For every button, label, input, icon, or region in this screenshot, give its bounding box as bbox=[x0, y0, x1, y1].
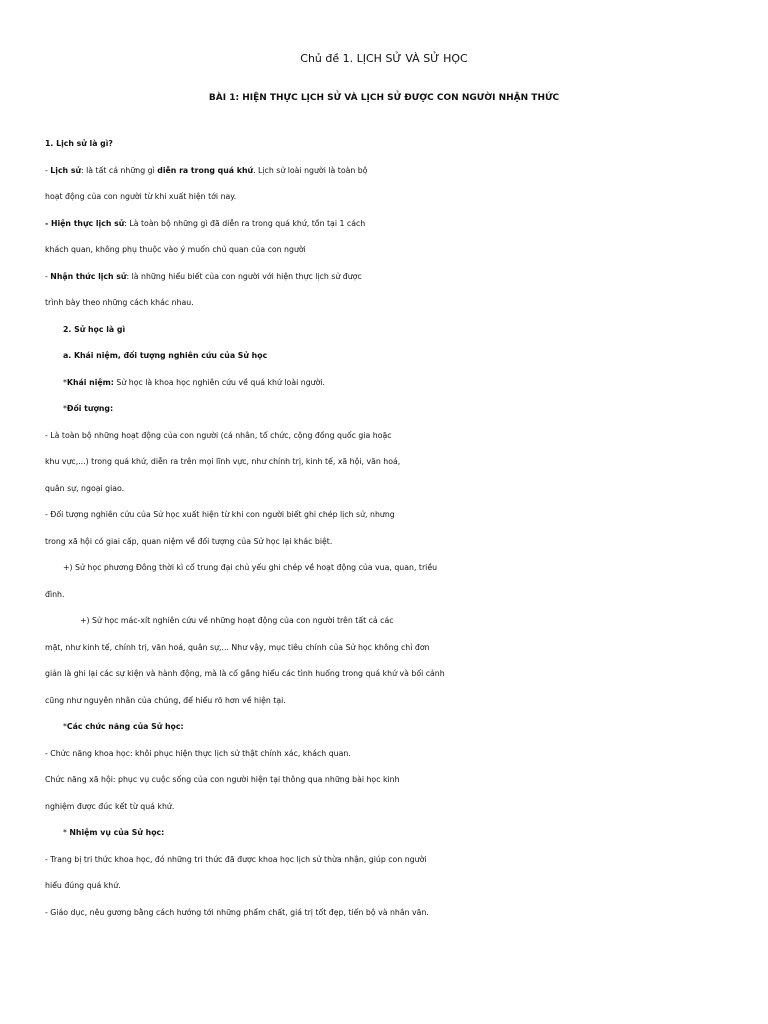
heading-what-is-history: 1. Lịch sử là gì? bbox=[45, 139, 113, 148]
topic-title: Chủ đề 1. LỊCH SỬ VÀ SỬ HỌC bbox=[300, 52, 468, 65]
paragraph-line: - Trang bị tri thức khoa học, đó những tri thức đã được khoa học lịch sử thừa nhận, giúp con người bbox=[45, 854, 427, 864]
paragraph-line: quân sự, ngoại giao. bbox=[45, 483, 125, 493]
paragraph-line: hiểu đúng quá khứ. bbox=[45, 881, 121, 890]
paragraph-line: - Giáo dục, nêu gương bằng cách hướng tới những phẩm chất, giá trị tốt đẹp, tiến bộ và nhân văn. bbox=[45, 907, 429, 917]
paragraph-line: đình. bbox=[45, 589, 65, 599]
heading-what-is-historiography: 2. Sử học là gì bbox=[63, 324, 126, 334]
subheading-functions: *Các chức năng của Sử học: bbox=[63, 722, 184, 731]
heading-concept-subject: a. Khái niệm, đối tượng nghiên cứu của Sử học bbox=[63, 351, 268, 360]
paragraph-line: +) Sử học mác-xít nghiên cứu về những hoạt động của con người trên tất cả các bbox=[80, 616, 394, 625]
paragraph-line: nghiệm được đúc kết từ quá khứ. bbox=[45, 801, 175, 811]
paragraph-line: *Khái niệm: Sử học là khoa học nghiên cứu về quá khứ loài người. bbox=[63, 377, 325, 387]
paragraph-line: cũng như nguyên nhân của chúng, để hiểu rõ hơn về hiện tại. bbox=[45, 695, 286, 705]
subheading-subject: *Đối tượng: bbox=[63, 404, 114, 413]
paragraph-line: giản là ghi lại các sự kiện và hành động, mà là cố gắng hiểu các tình huống trong quá khứ và bối cảnh bbox=[45, 669, 445, 678]
paragraph-line: khách quan, không phụ thuộc vào ý muốn chủ quan của con người bbox=[45, 245, 306, 254]
paragraph-line: - Hiện thực lịch sử: Là toàn bộ những gì đã diễn ra trong quá khứ, tồn tại 1 cách bbox=[45, 218, 366, 228]
paragraph-line: - Đối tượng nghiên cứu của Sử học xuất hiện từ khi con người biết ghi chép lịch sử, nhưng bbox=[45, 510, 395, 519]
paragraph-line: - Lịch sử: là tất cả những gì diễn ra trong quá khứ. Lịch sử loài người là toàn bộ bbox=[45, 165, 368, 175]
subheading-tasks: * Nhiệm vụ của Sử học: bbox=[63, 828, 165, 837]
lesson-title: BÀI 1: HIỆN THỰC LỊCH SỬ VÀ LỊCH SỬ ĐƯỢC CON NGƯỜI NHẬN THỨC bbox=[208, 93, 560, 103]
document-body bbox=[45, 131, 745, 926]
paragraph-line: trình bày theo những cách khác nhau. bbox=[45, 298, 194, 307]
paragraph-line: - Là toàn bộ những hoạt động của con người (cá nhân, tổ chức, cộng đồng quốc gia hoặc bbox=[45, 430, 392, 440]
paragraph-line: hoạt động của con người từ khi xuất hiện tới nay. bbox=[45, 192, 237, 201]
paragraph-line: Chức năng xã hội: phục vụ cuộc sống của con người hiện tại thông qua những bài học kinh bbox=[45, 775, 400, 784]
paragraph-line: +) Sử học phương Đông thời kì cổ trung đại chủ yếu ghi chép về hoạt động của vua, quan, triều bbox=[63, 563, 438, 572]
paragraph-line: khu vực,...) trong quá khứ, diễn ra trên mọi lĩnh vực, như chính trị, kinh tế, xã hội, văn hoá, bbox=[45, 457, 401, 466]
paragraph-line: - Nhận thức lịch sử: là những hiểu biết của con người với hiện thực lịch sử được bbox=[45, 271, 362, 281]
paragraph-line: - Chức năng khoa học: khôi phục hiện thực lịch sử thật chính xác, khách quan. bbox=[45, 748, 351, 758]
paragraph-line: trong xã hội có giai cấp, quan niệm về đối tượng của Sử học lại khác biệt. bbox=[45, 536, 333, 546]
paragraph-line: mặt, như kinh tế, chính trị, văn hoá, quân sự,... Như vậy, mục tiêu chính của Sử học không chỉ đơn bbox=[45, 642, 430, 652]
